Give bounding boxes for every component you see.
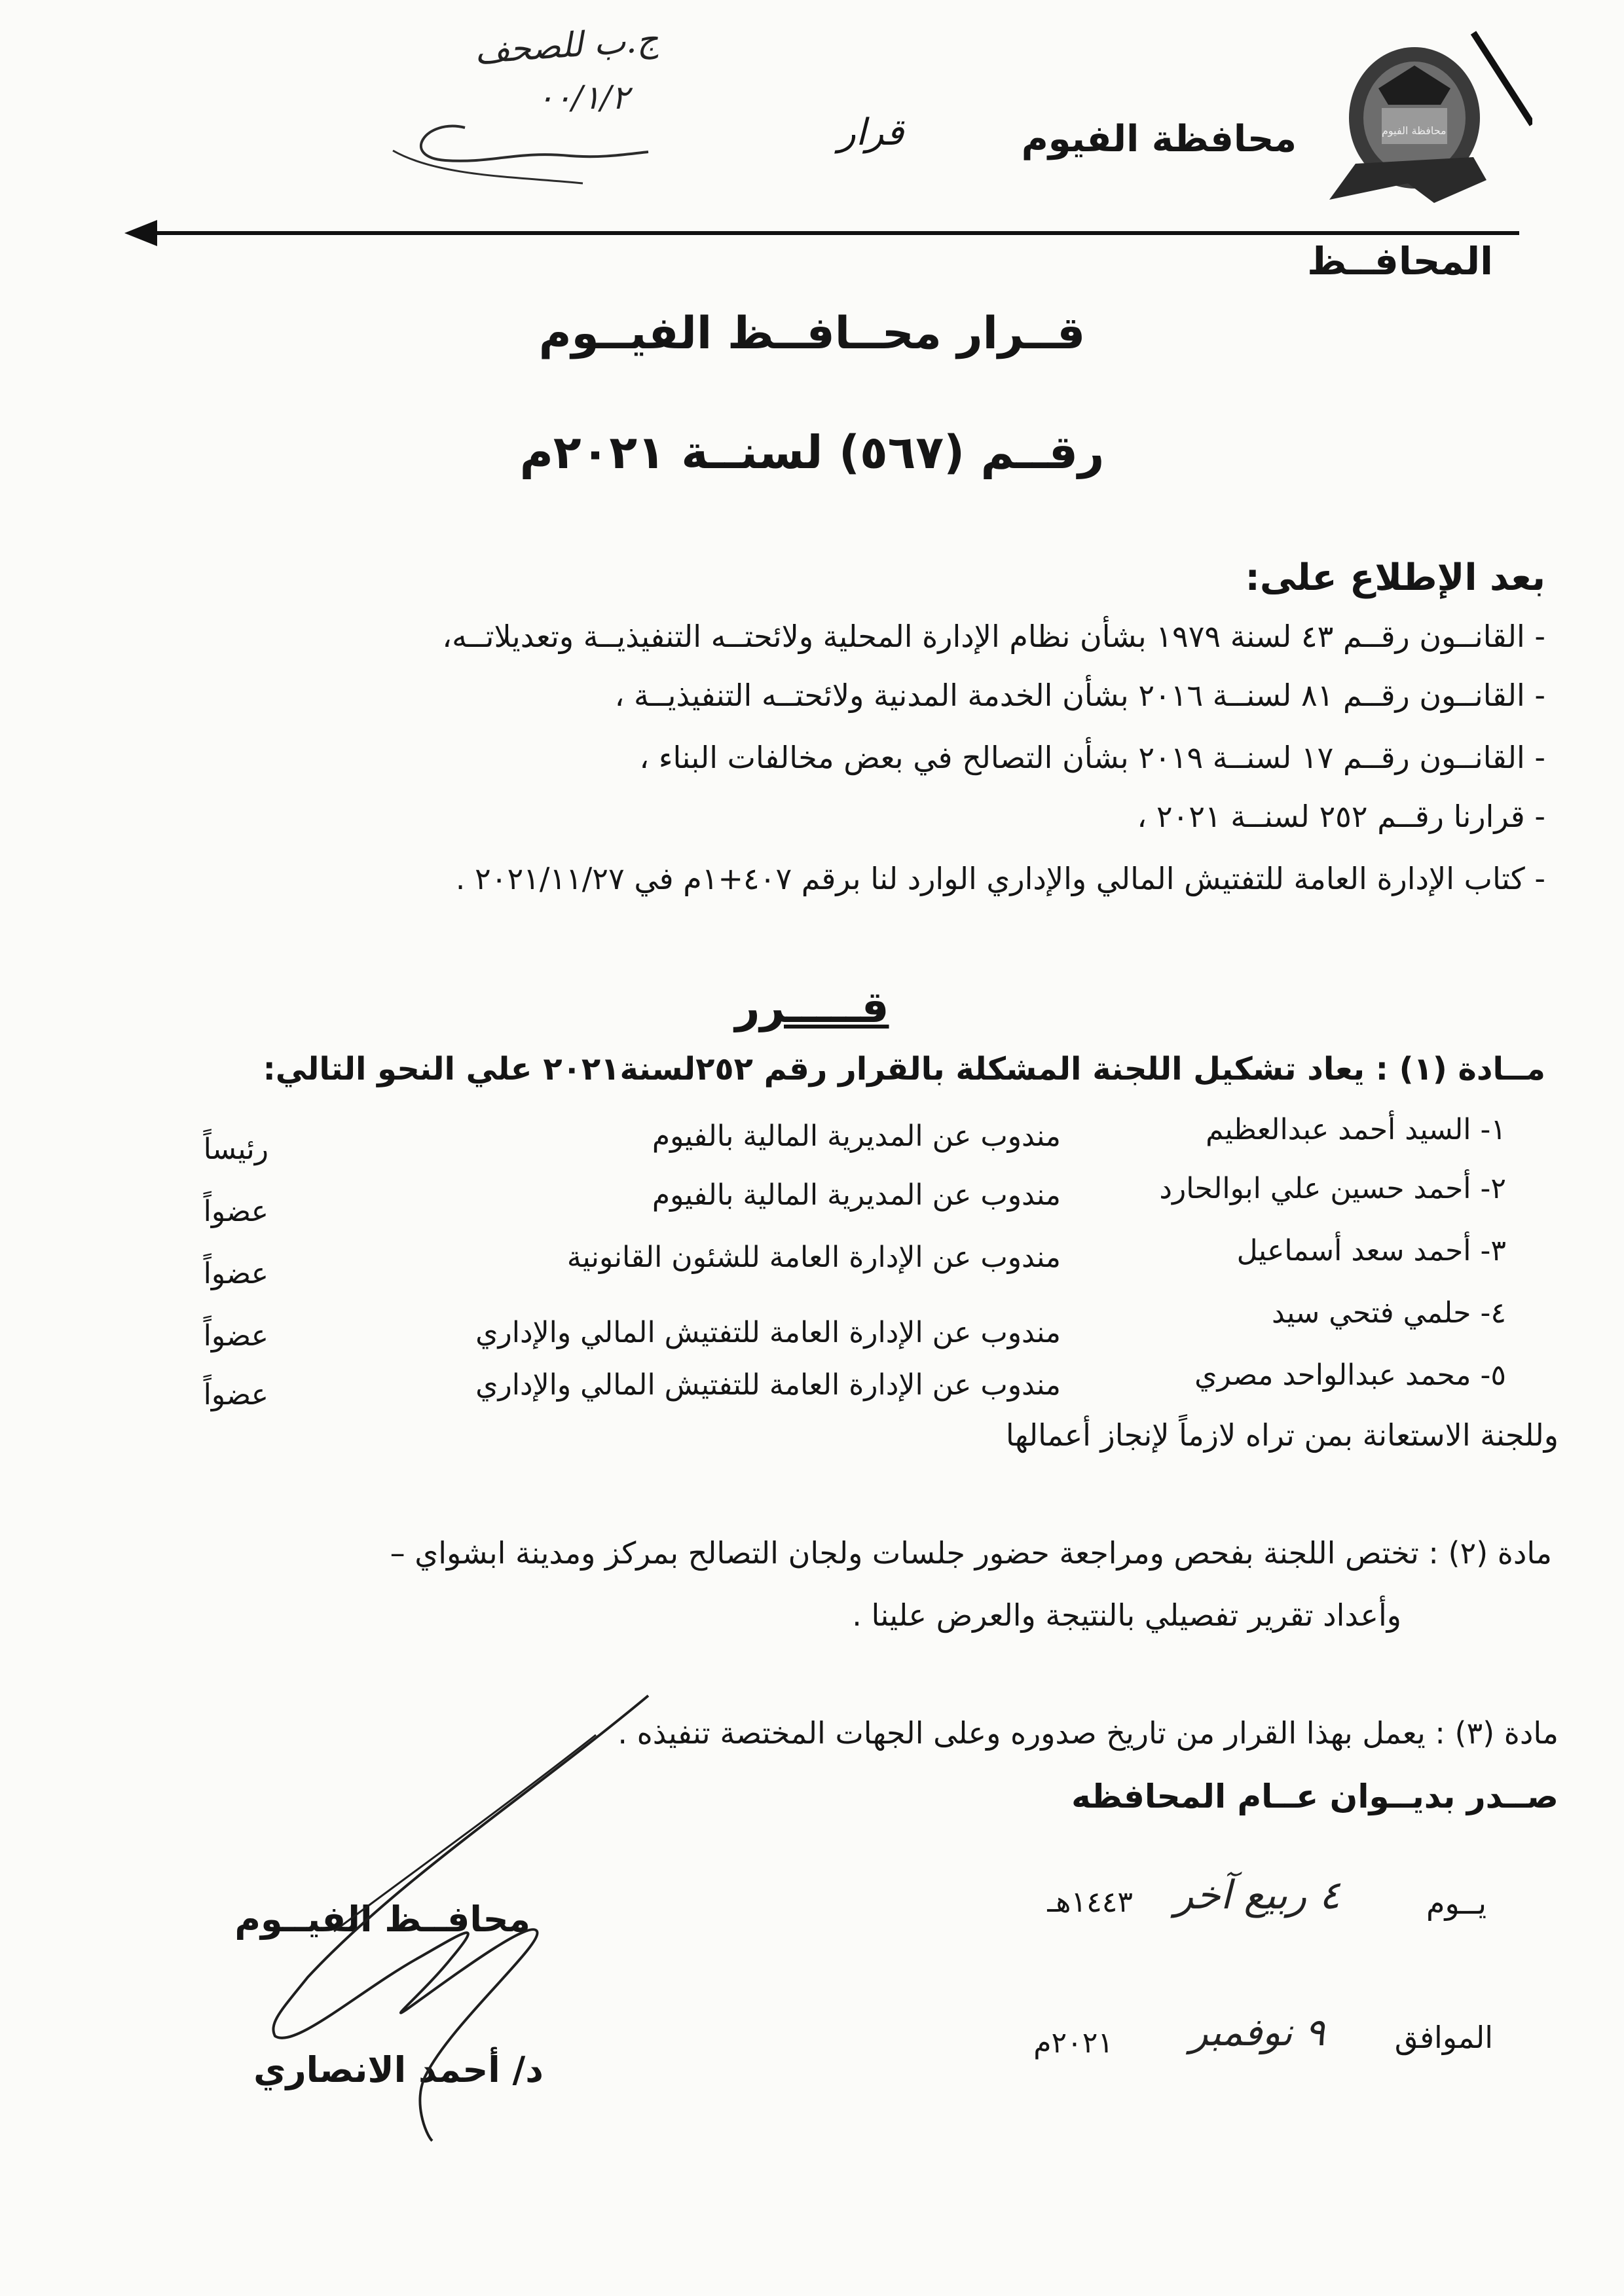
article-1: مــادة (١) : يعاد تشكيل اللجنة المشكلة بالقرار رقم ٢٥٢لسنة٢٠٢١ علي النحو التالي: [263,1051,1545,1087]
decision-heading: قـــــرر [735,982,889,1032]
handwritten-note-line2: ٠٠/١/٢ [536,79,629,117]
preamble-item: - القانــون رقــم ٨١ لسنــة ٢٠١٦ بشأن الخدمة المدنية ولائحتــه التنفيذيــة ، [614,678,1545,713]
member-name: ١- السيد أحمد عبدالعظيم [1206,1113,1506,1146]
governorate-name: محافظة الفيوم [1021,118,1297,160]
member-rep: مندوب عن المديرية المالية بالفيوم [652,1178,1061,1212]
hijri-date-handwritten: ٤ ربيع آخر [1174,1872,1340,1918]
member-rep: مندوب عن المديرية المالية بالفيوم [652,1120,1061,1153]
handwritten-decision-mark: قرار [838,111,904,154]
handwritten-signature [234,1683,674,2141]
member-rep: مندوب عن الإدارة العامة للشئون القانونية [566,1241,1061,1274]
member-name: ٤- حلمي فتحي سيد [1272,1296,1506,1330]
office-title: المحافــظ [1307,239,1493,283]
preamble-item: - القانــون رقــم ١٧ لسنــة ٢٠١٩ بشأن التصالح في بعض مخالفات البناء ، [639,740,1545,775]
preamble-item: - كتاب الإدارة العامة للتفتيش المالي والإداري الوارد لنا برقم ٤٠٧+١م في ٢٠٢١/١١/٢٧ . [455,861,1545,896]
member-rep: مندوب عن الإدارة العامة للتفتيش المالي والإداري [475,1316,1061,1349]
handwritten-note-line1: ج.ب للصحف [473,20,660,72]
preamble-item: - القانــون رقــم ٤٣ لسنة ١٩٧٩ بشأن نظام الإدارة المحلية ولائحتــه التنفيذيــة وتعديلاتــه، [442,619,1545,654]
member-name: ٣- أحمد سعد أسماعيل [1236,1234,1506,1267]
signatory-title: محافــظ الفيــوم [234,1899,530,1940]
member-role: رئيساً [203,1133,268,1166]
member-rep: مندوب عن الإدارة العامة للتفتيش المالي والإداري [475,1368,1061,1402]
gregorian-year: ٢٠٢١م [1033,2026,1113,2060]
member-role: عضواً [203,1257,268,1290]
issued-at: صــدر بديــوان عــام المحافظه [1071,1777,1559,1815]
preamble-item: - قرارنا رقــم ٢٥٢ لسنــة ٢٠٢١ ، [1137,799,1545,834]
handwritten-note-scribble [386,79,661,177]
decision-number: رقــم (٥٦٧) لسنــة ٢٠٢١م [519,426,1105,479]
article-2-line1: مادة (٢) : تختص اللجنة بفحص ومراجعة حضور جلسات ولجان التصالح بمركز ومدينة ابشواي – [390,1535,1552,1571]
day-label: يــوم [1426,1886,1486,1921]
article-2-line2: وأعداد تقرير تفصيلي بالنتيجة والعرض علينا . [852,1597,1401,1633]
member-role: عضواً [203,1319,268,1353]
committee-note: وللجنة الاستعانة بمن تراه لازماً لإنجاز أعمالها [1005,1417,1559,1453]
corresponding-label: الموافق [1394,2020,1493,2055]
hijri-year: ١٤٤٣هـ [1047,1886,1133,1919]
member-name: ٥- محمد عبدالواحد مصري [1194,1358,1506,1392]
seal-lettering: محافظة الفيوم [1382,124,1447,137]
governorate-seal [1316,26,1532,210]
member-name: ٢- أحمد حسين علي ابوالحارد [1159,1172,1506,1205]
preamble-heading: بعد الإطلاع على: [1245,556,1545,599]
member-role: عضواً [203,1195,268,1228]
signatory-name: د/ أحمد الانصاري [253,2049,544,2090]
article-3: مادة (٣) : يعمل بهذا القرار من تاريخ صدوره وعلى الجهات المختصة تنفيذه . [618,1715,1559,1751]
member-role: عضواً [203,1378,268,1412]
gregorian-date-handwritten: ٩ نوفمبر [1189,2010,1325,2054]
decision-title: قــرار محــافــظ الفيــوم [538,308,1086,359]
